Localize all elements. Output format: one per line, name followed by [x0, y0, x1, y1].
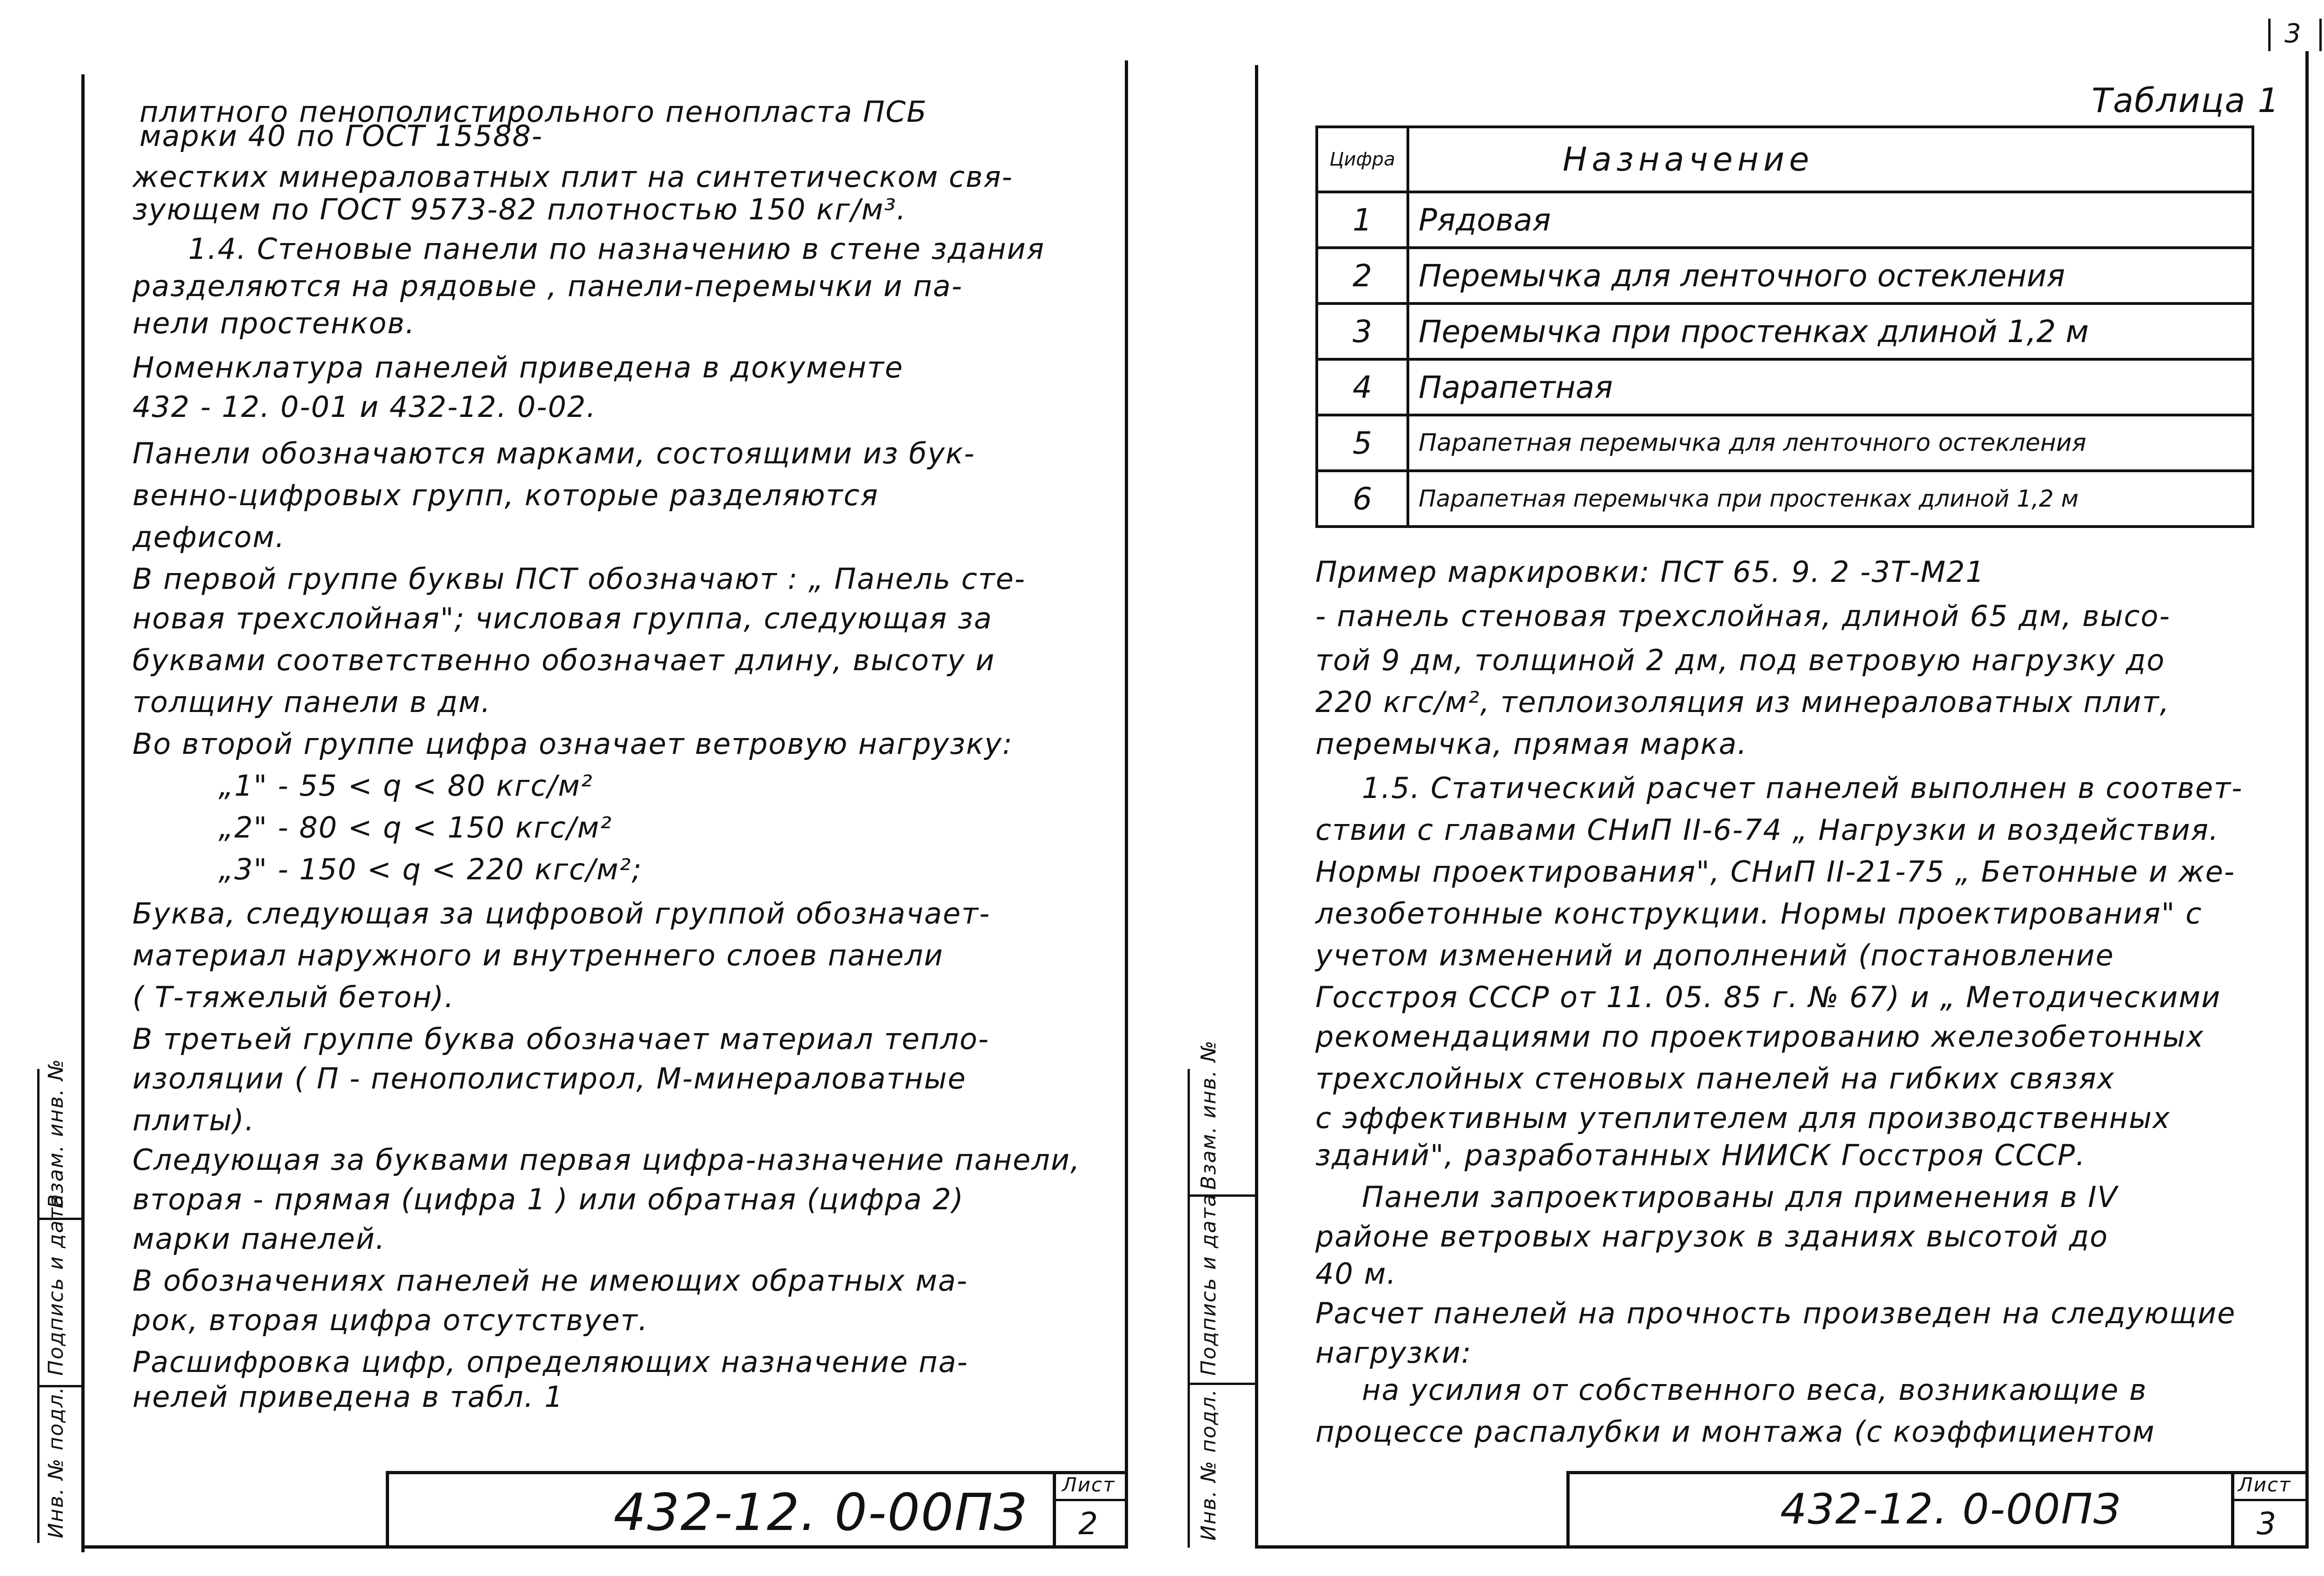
right-stamp-top [1566, 1471, 2305, 1474]
left-text-line: венно-цифровых групп, которые разделяются [132, 478, 879, 512]
table-cell-num: 1 [1317, 192, 1408, 248]
left-text-line: нелей приведена в табл. 1 [132, 1380, 564, 1414]
right-side-label-2: Подпись и дата [1197, 1193, 1221, 1376]
left-stamp-left [386, 1471, 389, 1548]
left-text-line: марки 40 по ГОСТ 15588- [139, 119, 543, 153]
corner-mark-right [2319, 19, 2322, 51]
left-text-line: Расшифровка цифр, определяющих назначение па- [132, 1345, 969, 1379]
left-text-line: В обозначениях панелей не имеющих обратных ма- [132, 1264, 968, 1298]
right-text-line: лезобетонные конструкции. Нормы проектирования" с [1315, 897, 2203, 930]
corner-number: 3 [2284, 19, 2302, 49]
right-text-line: Госстроя СССР от 11. 05. 85 г. № 67) и „ Методическими [1315, 980, 2221, 1014]
table-row [1317, 359, 2253, 415]
right-side-strip-tick2 [1188, 1383, 1255, 1385]
left-sheet-number: 2 [1078, 1506, 1099, 1542]
left-text-line: материал наружного и внутреннего слоев панели [132, 938, 944, 972]
left-side-label-3: Инв. № подл. [44, 1386, 68, 1538]
right-stamp-left [1566, 1471, 1570, 1548]
left-text-line: „2" - 80 < q < 150 кгс/м² [218, 811, 613, 844]
right-text-line: Нормы проектирования", СНиП II-21-75 „ Бетонные и же- [1315, 855, 2236, 889]
left-stamp-sheet-line [1053, 1499, 1125, 1501]
left-stamp-top [386, 1471, 1125, 1474]
purpose-table [1315, 125, 2254, 528]
left-text-line: Номенклатура панелей приведена в документе [132, 350, 904, 384]
right-text-line: 220 кгс/м², теплоизоляция из минераловатных плит, [1315, 685, 2170, 719]
table-cell-text: Рядовая [1408, 192, 2253, 248]
table-cell-num: 3 [1317, 303, 1408, 359]
right-side-label-1: Взам. инв. № [1197, 1040, 1221, 1190]
left-text-line: толщину панели в дм. [132, 685, 491, 719]
right-stamp-sheet-line [2231, 1499, 2305, 1501]
table-cell-num: 5 [1317, 415, 1408, 471]
left-frame-bottom [81, 1545, 1128, 1549]
right-text-line: на усилия от собственного веса, возникающие в [1362, 1373, 2147, 1407]
left-text-line: В первой группе буквы ПСТ обозначают : „ Панель сте- [132, 562, 1026, 596]
left-text-line: плитного пенополистирольного пенопласта ПСБ [139, 95, 928, 129]
table-row [1317, 471, 2253, 527]
corner-mark-left [2268, 19, 2271, 51]
right-text-line: учетом изменений и дополнений (постановление [1315, 938, 2114, 972]
left-text-line: ( Т-тяжелый бетон). [132, 980, 455, 1014]
left-text-line: В третьей группе буква обозначает материал тепло- [132, 1022, 990, 1056]
left-text-line: Во второй группе цифра означает ветровую нагрузку: [132, 727, 1013, 761]
right-text-line: рекомендациями по проектированию железобетонных [1315, 1020, 2205, 1054]
table-cell-text: Парапетная [1408, 359, 2253, 415]
left-text-line: дефисом. [132, 520, 285, 554]
right-text-line: Пример маркировки: ПСТ 65. 9. 2 -3Т-М21 [1315, 555, 1985, 589]
table-header-cell: Назначение [1408, 127, 2253, 192]
table-header-cell: Цифра [1317, 127, 1408, 192]
table-header-row [1317, 127, 2253, 192]
left-frame-left [81, 74, 85, 1552]
table-row [1317, 248, 2253, 303]
right-text-line: районе ветровых нагрузок в зданиях высотой до [1315, 1220, 2109, 1253]
left-text-line: буквами соответственно обозначает длину, высоту и [132, 643, 996, 677]
table-cell-num: 4 [1317, 359, 1408, 415]
left-stamp-sheet-divider [1053, 1471, 1056, 1548]
left-text-line: марки панелей. [132, 1222, 386, 1256]
right-stamp-code: 432-12. 0-00ПЗ [1780, 1485, 2121, 1534]
left-text-line: новая трехслойная"; числовая группа, следующая за [132, 601, 993, 635]
table-cell-num: 2 [1317, 248, 1408, 303]
left-text-line: вторая - прямая (цифра 1 ) или обратная (цифра 2) [132, 1182, 964, 1216]
left-text-line: 1.4. Стеновые панели по назначению в стене здания [188, 232, 1045, 266]
right-text-line: трехслойных стеновых панелей на гибких связях [1315, 1062, 2115, 1095]
right-frame-bottom [1255, 1545, 2309, 1549]
right-text-line: 1.5. Статический расчет панелей выполнен в соответ- [1362, 771, 2243, 805]
left-text-line: разделяются на рядовые , панели-перемычки и па- [132, 269, 963, 303]
right-sheet-number: 3 [2257, 1506, 2277, 1542]
left-text-line: жестких минераловатных плит на синтетическом свя- [132, 160, 1013, 194]
left-text-line: 432 - 12. 0-01 и 432-12. 0-02. [132, 390, 597, 424]
right-side-label-3: Инв. № подл. [1197, 1388, 1221, 1541]
right-frame-right [2305, 51, 2309, 1548]
right-text-line: с эффективным утеплителем для производственных [1315, 1101, 2171, 1135]
left-side-label-1: Взам. инв. № [44, 1058, 68, 1208]
right-text-line: Расчет панелей на прочность произведен на следующие [1315, 1296, 2236, 1330]
left-text-line: изоляции ( П - пенополистирол, М-минераловатные [132, 1062, 967, 1095]
left-text-line: зующем по ГОСТ 9573-82 плотностью 150 кг/м³. [132, 192, 907, 226]
table-title: Таблица 1 [2092, 81, 2280, 120]
left-stamp-code: 432-12. 0-00ПЗ [614, 1483, 1028, 1542]
table-row [1317, 192, 2253, 248]
left-text-line: нели простенков. [132, 306, 416, 340]
table-cell-num: 6 [1317, 471, 1408, 527]
table-cell-text: Перемычка при простенках длиной 1,2 м [1408, 303, 2253, 359]
right-text-line: ствии с главами СНиП II-6-74 „ Нагрузки и воздействия. [1315, 813, 2219, 847]
left-text-line: „1" - 55 < q < 80 кгс/м² [218, 769, 594, 803]
left-text-line: Буква, следующая за цифровой группой обозначает- [132, 897, 991, 930]
left-text-line: Панели обозначаются марками, состоящими из бук- [132, 436, 976, 470]
left-side-strip-line [37, 1069, 40, 1543]
right-text-line: нагрузки: [1315, 1336, 1472, 1370]
left-side-label-2: Подпись и дата [44, 1193, 68, 1376]
table-cell-text: Парапетная перемычка при простенках длиной 1,2 м [1408, 471, 2253, 527]
right-frame-left [1255, 65, 1258, 1548]
table-row [1317, 303, 2253, 359]
right-stamp-sheet-divider [2231, 1471, 2234, 1548]
right-sheet-label: Лист [2238, 1473, 2291, 1496]
left-text-line: рок, вторая цифра отсутствует. [132, 1303, 649, 1337]
right-text-line: той 9 дм, толщиной 2 дм, под ветровую нагрузку до [1315, 643, 2166, 677]
table-cell-text: Парапетная перемычка для ленточного остекления [1408, 415, 2253, 471]
left-text-line: „3" - 150 < q < 220 кгс/м²; [218, 852, 642, 886]
right-side-strip-line [1188, 1069, 1190, 1548]
left-text-line: плиты). [132, 1103, 255, 1137]
right-text-line: перемычка, прямая марка. [1315, 727, 1748, 761]
left-frame-right [1125, 60, 1128, 1548]
right-text-line: зданий", разработанных НИИСК Госстроя СССР. [1315, 1138, 2086, 1172]
right-text-line: 40 м. [1315, 1257, 1397, 1291]
right-text-line: - панель стеновая трехслойная, длиной 65 дм, высо- [1315, 599, 2171, 633]
table-row [1317, 415, 2253, 471]
right-text-line: процессе распалубки и монтажа (с коэффициентом [1315, 1415, 2155, 1449]
left-text-line: Следующая за буквами первая цифра-назначение панели, [132, 1143, 1081, 1177]
table-cell-text: Перемычка для ленточного остекления [1408, 248, 2253, 303]
left-sheet-label: Лист [1062, 1473, 1116, 1496]
right-text-line: Панели запроектированы для применения в IV [1362, 1180, 2118, 1214]
